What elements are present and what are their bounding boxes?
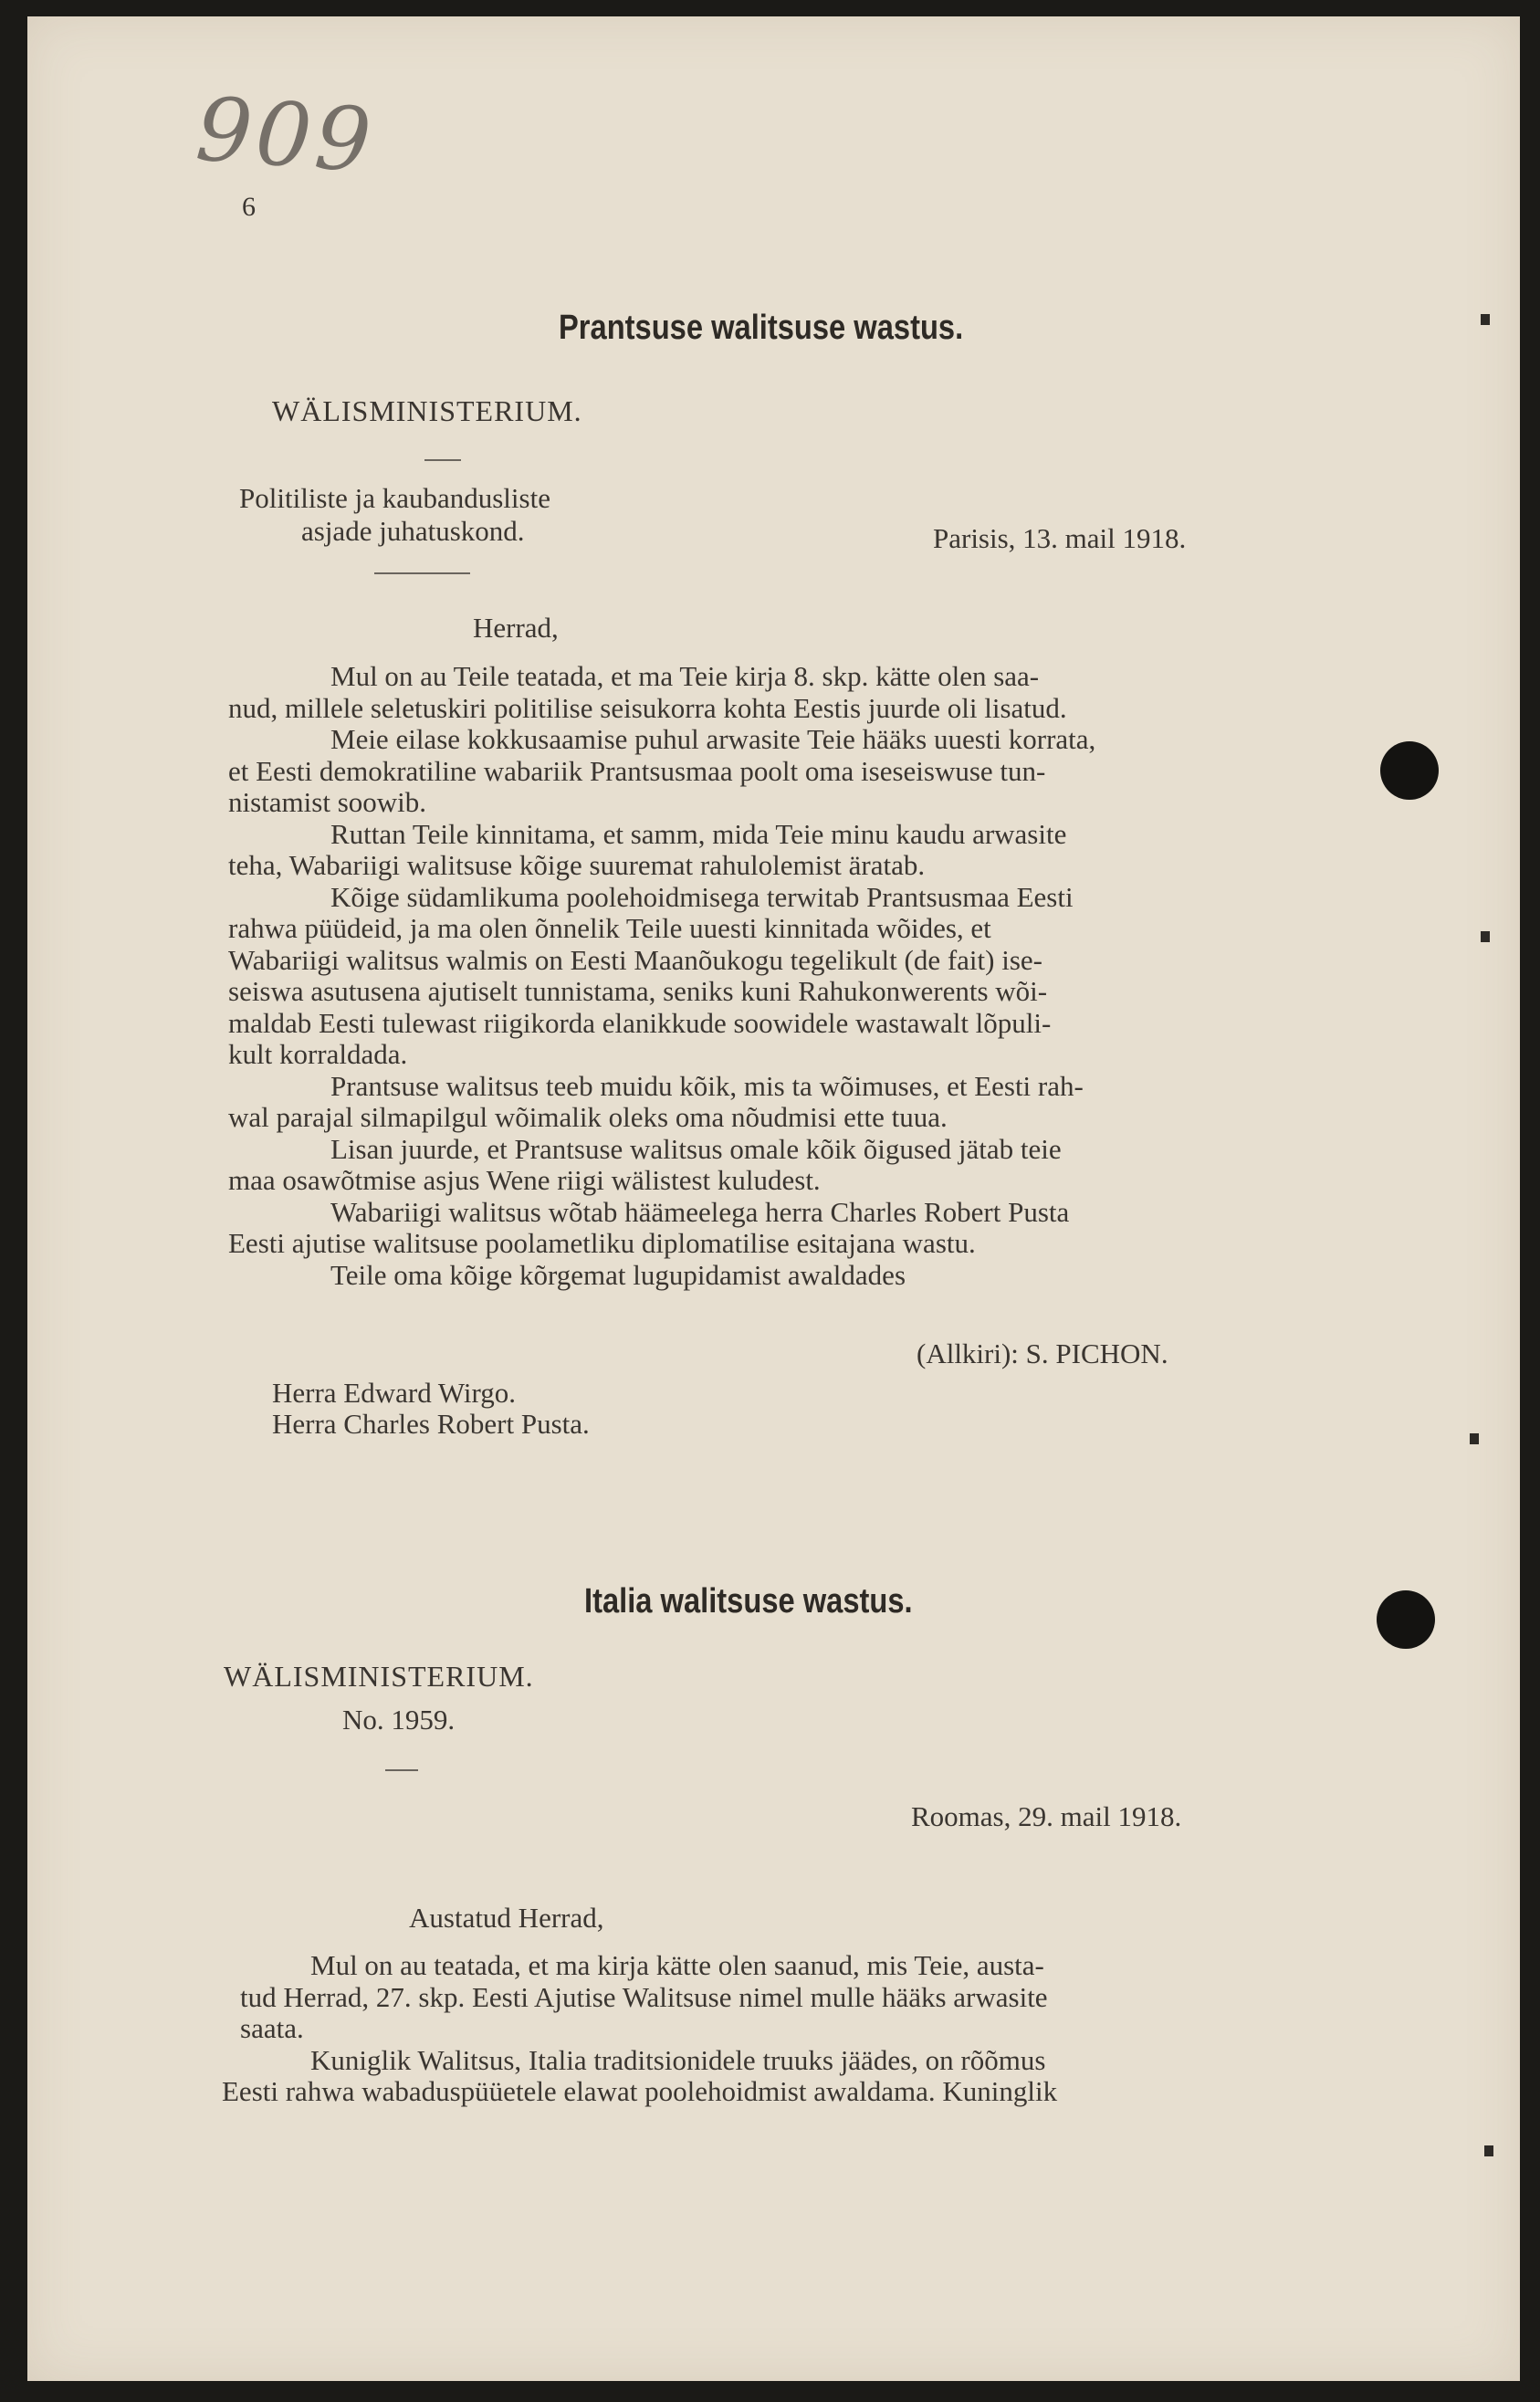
text-line: Lisan juurde, et Prantsuse walitsus omale kõik õigused jätab teie — [330, 1132, 1062, 1165]
speck — [1481, 314, 1490, 325]
text-line: saata. — [240, 2012, 304, 2044]
text-line: rahwa püüdeid, ja ma olen õnnelik Teile uuesti kinnitada wõides, et — [228, 912, 991, 944]
italy-heading: Italia walitsuse wastus. — [584, 1582, 913, 1621]
france-signature: (Allkiri): S. PICHON. — [917, 1337, 1168, 1369]
text-line: nud, millele seletuskiri politilise seisukorra kohta Eestis juurde oli lisatud. — [228, 691, 1067, 724]
france-recipient-2: Herra Charles Robert Pusta. — [272, 1408, 590, 1440]
text-line: wal parajal silmapilgul wõimalik oleks oma nõudmisi ette tuua. — [228, 1101, 948, 1133]
punch-hole — [1380, 741, 1439, 800]
text-line: seiswa asutusena ajutiselt tunnistama, seniks kuni Rahukonwerents wõi- — [228, 975, 1048, 1007]
text-line: Wabariigi walitsus walmis on Eesti Maanõukogu tegelikult (de fait) ise- — [228, 943, 1042, 976]
text-line: nistamist soowib. — [228, 786, 427, 818]
france-body — [228, 661, 1095, 1291]
text-line: Teile oma kõige kõrgemat lugupidamist awaldades — [330, 1258, 906, 1291]
france-salutation: Herrad, — [473, 612, 559, 644]
text-line: Wabariigi walitsus wõtab häämeelega herra Charles Robert Pusta — [330, 1195, 1070, 1228]
italy-body — [222, 1949, 1058, 2108]
italy-number: No. 1959. — [342, 1704, 456, 1736]
text-line: Eesti rahwa wabaduspüüetele elawat poolehoidmist awaldama. Kuninglik — [222, 2075, 1058, 2107]
handwritten-archive-number: 909 — [193, 78, 378, 193]
france-place-date: Parisis, 13. mail 1918. — [933, 522, 1187, 554]
divider — [385, 1769, 418, 1771]
text-line: Ruttan Teile kinnitama, et samm, mida Teie minu kaudu arwasite — [330, 817, 1067, 850]
speck — [1470, 1433, 1479, 1444]
divider — [424, 459, 461, 461]
france-heading: Prantsuse walitsuse wastus. — [559, 309, 964, 347]
text-line: maldab Eesti tulewast riigikorda elanikkude soowidele wastawalt lõpuli- — [228, 1006, 1052, 1039]
text-line: et Eesti demokratiline wabariik Prantsusmaa poolt oma iseseiswuse tun- — [228, 754, 1046, 787]
text-line: Kõige südamlikuma poolehoidmisega terwitab Prantsusmaa Eesti — [330, 880, 1074, 913]
france-division-line2: asjade juhatuskond. — [301, 515, 525, 547]
text-line: Prantsuse walitsus teeb muidu kõik, mis ta wõimuses, et Eesti rah- — [330, 1069, 1084, 1102]
text-line: teha, Wabariigi walitsuse kõige suuremat rahulolemist äratab. — [228, 849, 926, 881]
divider — [374, 572, 470, 574]
text-line: maa osawõtmise asjus Wene riigi wälistest kuludest. — [228, 1164, 821, 1196]
speck — [1481, 931, 1490, 942]
italy-ministry: WÄLISMINISTERIUM. — [224, 1660, 534, 1693]
text-line: Mul on au Teile teatada, et ma Teie kirja 8. skp. kätte olen saa- — [330, 660, 1040, 692]
text-line: Kuniglik Walitsus, Italia traditsionidele truuks jäädes, on rõõmus — [310, 2043, 1046, 2076]
page-number: 6 — [242, 192, 256, 222]
france-recipient-1: Herra Edward Wirgo. — [272, 1377, 517, 1409]
speck — [1484, 2145, 1493, 2156]
text-line: Eesti ajutise walitsuse poolametliku diplomatilise esitajana wastu. — [228, 1227, 976, 1259]
text-line: tud Herrad, 27. skp. Eesti Ajutise Walitsuse nimel mulle hääks arwasite — [240, 1980, 1048, 2013]
italy-place-date: Roomas, 29. mail 1918. — [911, 1800, 1182, 1832]
text-line: kult korraldada. — [228, 1038, 408, 1070]
france-ministry: WÄLISMINISTERIUM. — [272, 394, 582, 427]
punch-hole — [1377, 1590, 1435, 1649]
text-line: Mul on au teatada, et ma kirja kätte olen saanud, mis Teie, austa- — [310, 1949, 1044, 1981]
france-division-line1: Politiliste ja kaubandusliste — [239, 482, 550, 514]
text-line: Meie eilase kokkusaamise puhul arwasite Teie hääks uuesti korrata, — [330, 723, 1096, 755]
italy-salutation: Austatud Herrad, — [409, 1902, 604, 1934]
